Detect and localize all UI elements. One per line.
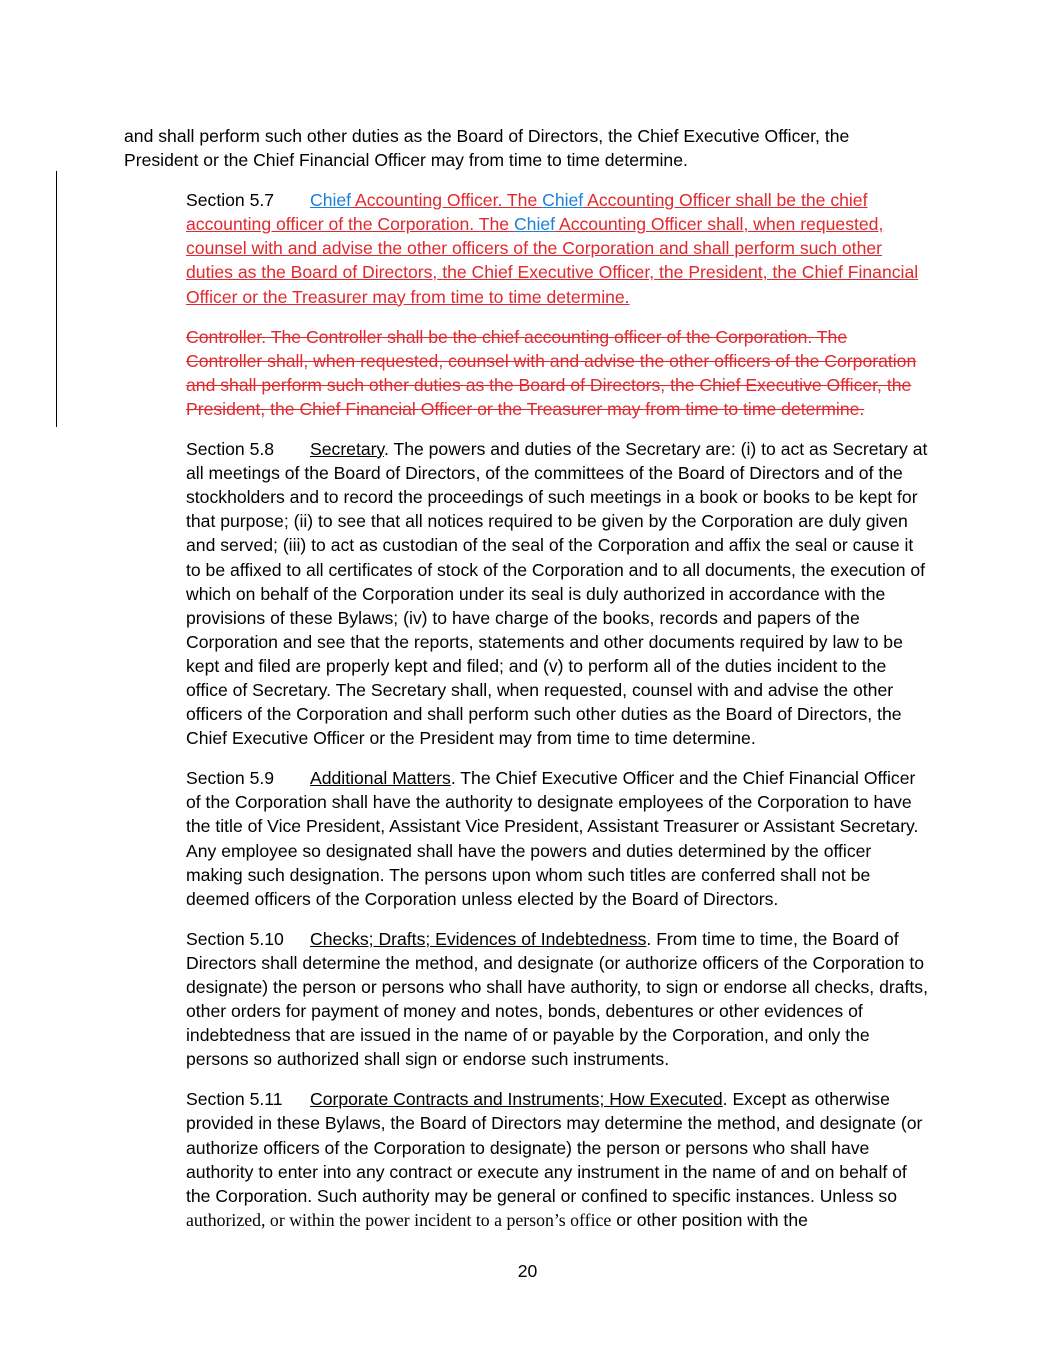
page-number: 20 [517, 1261, 538, 1281]
change-bar [56, 171, 57, 427]
section-5-8-body: . The powers and duties of the Secretary are: (i) to act as Secretary at all meetings of the Board of Directors, of the committees of the Board of Directors and of the stockholders and to record the proceedings of such meetings in a book or books to be kept for that purpose; (ii) to see that all notices required to be given by the Corporation are duly given and served; (iii) to act as custodian of the seal of the Corporation and affix the seal or cause it to be affixed to all certificates of stock of the Corporation and to all documents, the execution of which on behalf of the Corporation under its seal is duly authorized in accordance with the provisions of these Bylaws; (iv) to have charge of the books, records and papers of the Corporation and see that the reports, statements and other documents required by law to be kept and filed are properly kept and filed; and (v) to perform all of the duties incident to the office of Secretary. The Secretary shall, when requested, counsel with and advise the other officers of the Corporation and shall perform such other duties as the Board of Directors, the Chief Executive Officer or the President may from time to time determine. [186, 439, 928, 749]
deleted-controller-paragraph: Controller. The Controller shall be the chief accounting officer of the Corporation. The Controller shall, when requested, counsel with and advise the other officers of the Corporation and shall perform such other duties as the Board of Directors, the Chief Executive Officer, the President, the Chief Financial Officer or the Treasurer may from time to time determine. [186, 326, 917, 419]
section-5-11-number: Section 5.11 [186, 1089, 283, 1110]
section-5-9-title: Additional Matters [310, 768, 451, 789]
section-5-11-tail: or other position with the [611, 1209, 808, 1230]
section-5-11-title: Corporate Contracts and Instruments; How Executed [310, 1089, 723, 1110]
section-5-8-number: Section 5.8 [186, 439, 275, 460]
section-5-11-body: . Except as otherwise provided in these Bylaws, the Board of Directors may determine the method, and designate (or authorize officers of the Corporation to designate) the person or persons who shall have authority to enter into any contract or execute any instrument in the name of and on behalf of the Corporation. Such authority may be general or confined to specific instances. Unless so [186, 1089, 923, 1206]
section-5-10-body: . From time to time, the Board of Directors shall determine the method, and designate (or authorize officers of the Corporation to designate) the person or persons who shall have authority, to sign or endorse all checks, drafts, other orders for payment of money and notes, bonds, debentures or other evidences of indebtedness that are issued in the name of or payable by the Corporation, and only the persons so authorized shall sign or endorse such instruments. [186, 928, 928, 1070]
inserted-text-1: Accounting Officer. The [351, 190, 543, 211]
section-5-10-number: Section 5.10 [186, 928, 284, 949]
section-5-11-serif-text: authorized, or within the power incident to a person’s office [186, 1209, 612, 1230]
inserted-text-2: Accounting Officer shall be the chief accounting officer of the Corporation. The [186, 190, 868, 235]
section-5-7 [124, 188, 928, 308]
inserted-text-3: Accounting Officer shall, when requested, counsel with and advise the other officers of the Corporation and shall perform such other duties as the Board of Directors, the Chief Executive Officer, the President, the Chief Financial Officer or the Treasurer may from time to time determine. [186, 214, 919, 307]
section-5-9-body: . The Chief Executive Officer and the Chief Financial Officer of the Corporation shall have the authority to designate employees of the Corporation to have the title of Vice President, Assistant Vice President, Assistant Treasurer or Assistant Secretary. Any employee so designated shall have the powers and duties determined by the officer making such designation. The persons upon whom such titles are conferred shall not be deemed officers of the Corporation unless elected by the Board of Directors. [186, 768, 919, 909]
inserted-chief-3: Chief [513, 214, 556, 235]
section-5-8 [124, 437, 928, 750]
section-5-11 [124, 1087, 928, 1232]
section-5-10 [124, 927, 928, 1072]
inserted-chief-2: Chief [542, 190, 584, 211]
inserted-chief-1: Chief [310, 190, 352, 211]
document-page [124, 124, 928, 1232]
section-5-9-number: Section 5.9 [186, 768, 275, 789]
section-5-7-number: Section 5.7 [186, 190, 275, 211]
section-5-10-title: Checks; Drafts; Evidences of Indebtedness [310, 928, 647, 949]
section-5-9 [124, 766, 928, 911]
section-5-8-title: Secretary [310, 439, 384, 460]
intro-paragraph: and shall perform such other duties as the Board of Directors, the Chief Executive Officer, the President or the Chief Financial Officer may from time to time determine. [124, 126, 850, 171]
